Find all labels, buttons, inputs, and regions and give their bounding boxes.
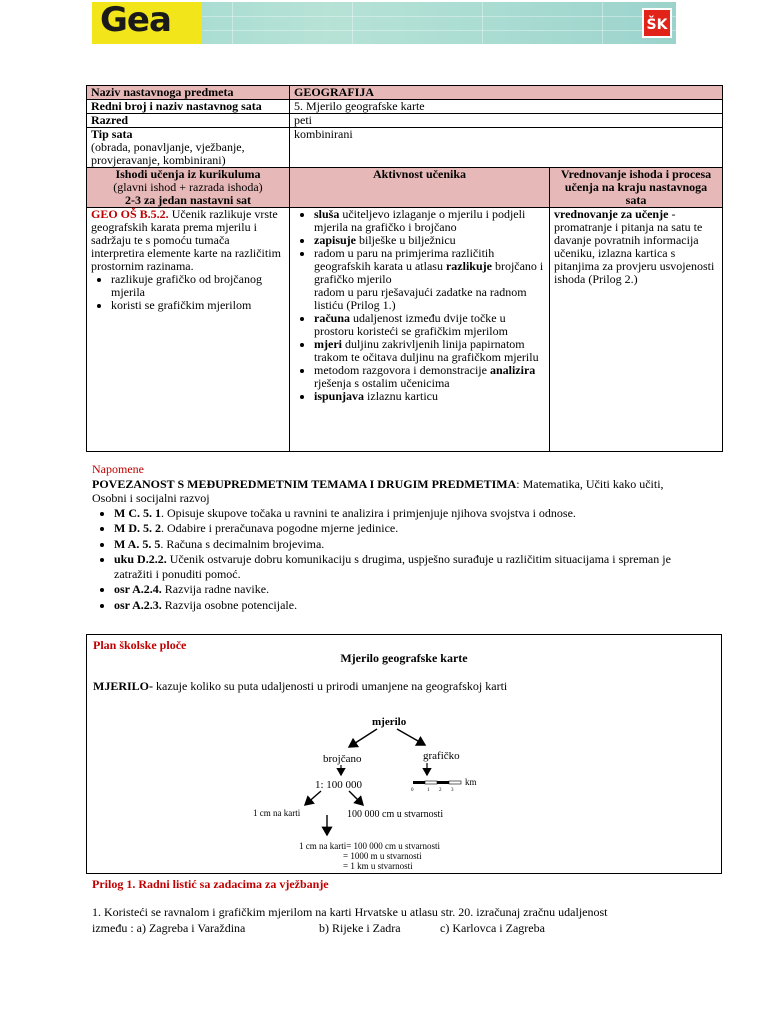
note-item: • M C. 5. 1. Opisuje skupove točaka u ravnini te analizira i primjenjuje njihova svojstva i odnose. [114, 506, 692, 521]
gea-logo: Gea [100, 2, 171, 40]
grade-value: peti [290, 114, 723, 128]
board-definition: MJERILO- kazuje koliko su puta udaljenosti u prirodi umanjene na geografskoj karti [93, 679, 508, 693]
lesson-type-cell [87, 128, 290, 168]
header-banner [92, 2, 676, 44]
notes-heading: POVEZANOST S MEĐUPREDMETNIM TEMAMA I DRUGIM PREDMETIMA: Matematika, Učiti kako učiti, Osobni i socijalni razvoj [92, 476, 664, 505]
notes-section [92, 462, 692, 613]
diagram-ratio: 1: 100 000 [315, 779, 363, 791]
scale-bar-tick: 1 [427, 788, 430, 793]
board-subtitle: Mjerilo geografske karte [340, 651, 468, 665]
arrow-to-numeric [349, 729, 377, 747]
outcomes-header [87, 168, 290, 208]
task-line-2 [92, 920, 712, 936]
activities-list [294, 208, 545, 403]
note-item: • uku D.2.2. Učenik ostvaruje dobru komunikaciju s drugima, uspješno surađuje u različitim situacijama i spreman je zatražiti i ponuditi pomoć. [114, 552, 692, 581]
grade-row [87, 114, 723, 128]
note-item: • M A. 5. 5. Računa s decimalnim brojevima. [114, 537, 692, 552]
publisher-logo: ŠK [642, 8, 672, 38]
evaluation-header: Vrednovanje ishoda i procesa učenja na kraju nastavnoga sata [550, 168, 723, 208]
outcomes-cell [87, 208, 290, 452]
lesson-table [86, 85, 723, 452]
lesson-type-value: kombinirani [290, 128, 723, 168]
lesson-type-label: Tip sata [91, 127, 133, 141]
notes-title: Napomene [92, 462, 144, 476]
lesson-value: 5. Mjerilo geografske karte [290, 100, 723, 114]
scale-bar-tick: 2 [439, 788, 442, 793]
activity-item: • radom u paru na primjerima različitih geografskih karata u atlasu razlikuje brojčano i grafičko mjerilo radom u paru rješavajući zadatke na radnom listiću (Prilog 1.) [314, 247, 545, 312]
task-option-b: b) Rijeke i Zadra [319, 921, 401, 935]
lesson-row [87, 100, 723, 114]
note-item: • M D. 5. 2. Odabire i preračunava pogodne mjerne jedinice. [114, 521, 692, 536]
column-header-row [87, 168, 723, 208]
task-option-c: c) Karlovca i Zagreba [440, 921, 545, 935]
outcome-code: GEO OŠ B.5.2. [91, 207, 169, 221]
diagram-leaf2: 100 000 cm u stvarnosti [347, 809, 444, 820]
outcome-bullet: • razlikuje grafičko od brojčanog mjerila [111, 273, 285, 299]
evaluation-cell [550, 208, 723, 452]
activity-item: • računa udaljenost između dvije točke u prostoru koristeći se grafičkim mjerilom [314, 312, 545, 338]
worksheet-title: Prilog 1. Radni listić sa zadacima za vježbanje [92, 877, 329, 891]
activities-cell [290, 208, 550, 452]
scale-bar-seg [449, 781, 461, 784]
worksheet-task [92, 904, 712, 936]
subject-label: Naziv nastavnoga predmeta [87, 86, 290, 100]
activity-item: • zapisuje bilješke u bilježnicu [314, 234, 545, 247]
diagram-leaf1: 1 cm na karti [253, 808, 301, 818]
activity-item: • mjeri duljinu zakrivljenih linija papirnatom trakom te očitava duljinu na grafičkom mjerilu [314, 338, 545, 364]
scale-bar-seg [425, 781, 437, 784]
diagram-numeric: brojčano [323, 753, 362, 765]
diagram-graphic: grafičko [423, 750, 460, 762]
grade-label: Razred [87, 114, 290, 128]
scale-bar-unit: km [465, 777, 477, 787]
scale-bar-tick: 0 [411, 788, 414, 793]
activity-item: • sluša učiteljevo izlaganje o mjerilu i podjeli mjerila na grafičko i brojčano [314, 208, 545, 234]
scale-diagram [87, 635, 723, 875]
equation-line-2: = 1000 m u stvarnosti [343, 851, 422, 861]
evaluation-text: - promatranje i pitanja na satu te davanje povratnih informacija učeniku, izlazna kartica s pitanjima za provjeru usvojenosti ishoda (Prilog 2.) [554, 207, 715, 286]
outcomes-header-sub: (glavni ishod + razrada ishoda) [113, 180, 263, 194]
board-title: Plan školske ploče [93, 638, 187, 652]
outcome-bullets [91, 273, 285, 312]
outcomes-header-title: Ishodi učenja iz kurikuluma [115, 167, 261, 181]
subject-row [87, 86, 723, 100]
task-line-1: 1. Koristeći se ravnalom i grafičkim mjerilom na karti Hrvatske u atlasu str. 20. izračunaj zračnu udaljenost [92, 905, 608, 919]
activity-item: • metodom razgovora i demonstracije analizira rješenja s ostalim učenicima [314, 364, 545, 390]
lesson-type-sub: (obrada, ponavljanje, vježbanje, provjeravanje, kombinirani) [91, 140, 245, 167]
diagram-root: mjerilo [372, 716, 407, 728]
outcomes-header-foot: 2-3 za jedan nastavni sat [124, 193, 251, 207]
board-plan [86, 634, 722, 874]
outcome-text: Učenik razlikuje vrste geografskih karata prema mjerilu i sadržaju te s pomoću tumača interpretira elemente karte na različitim prostornim razinama. [91, 207, 281, 273]
notes-list [92, 506, 692, 613]
note-item: • osr A.2.4. Razvija radne navike. [114, 582, 692, 597]
outcome-bullet: • koristi se grafičkim mjerilom [111, 299, 285, 312]
evaluation-label: vrednovanje za učenje [554, 207, 669, 221]
arrow-to-graphic [397, 729, 425, 745]
arrow-to-leaf2 [349, 791, 363, 805]
equation-line-1: 1 cm na karti= 100 000 cm u stvarnosti [299, 841, 441, 851]
task-option-a: između : a) Zagreba i Varaždina [92, 921, 246, 935]
content-row [87, 208, 723, 452]
arrow-to-leaf1 [305, 791, 321, 805]
activities-header: Aktivnost učenika [290, 168, 550, 208]
activity-item: • ispunjava izlaznu karticu [314, 390, 545, 403]
scale-bar-seg [437, 781, 449, 784]
equation-line-3: = 1 km u stvarnosti [343, 861, 413, 871]
lesson-label: Redni broj i naziv nastavnog sata [87, 100, 290, 114]
subject-value: GEOGRAFIJA [290, 86, 723, 100]
scale-bar-seg [413, 781, 425, 784]
lesson-type-row [87, 128, 723, 168]
note-item: • osr A.2.3. Razvija osobne potencijale. [114, 598, 692, 613]
scale-bar-tick: 3 [451, 788, 454, 793]
